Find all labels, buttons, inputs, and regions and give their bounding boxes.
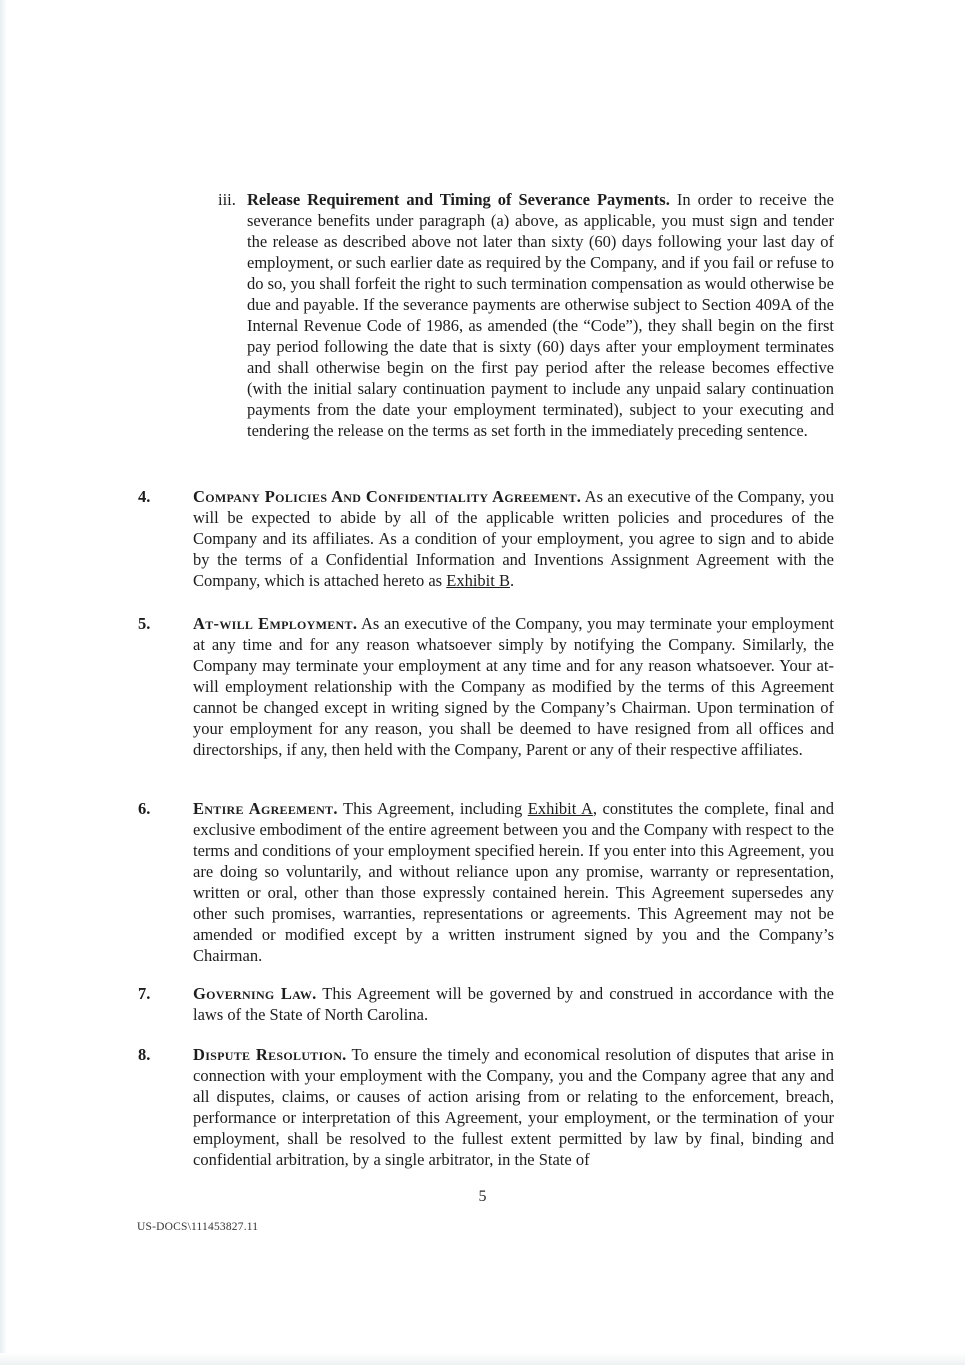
section-5-heading: At-will Employment. (193, 614, 358, 633)
clause-iii-heading: Release Requirement and Timing of Severance Payments. (247, 190, 670, 209)
exhibit-b-reference: Exhibit B (446, 571, 510, 590)
section-8-heading: Dispute Resolution. (193, 1045, 347, 1064)
section-4-body: As an executive of the Company, you will be expected to abide by all of the applicable written policies and procedures of the Company and its affiliates. As a condition of your employment, you agree to sign and to abide by the terms of a Confidential Information and Inventions Assignment Agreement with the Company, which is attached hereto as (193, 487, 834, 590)
clause-iii-text (247, 189, 834, 441)
section-6-heading: Entire Agreement. (193, 799, 338, 818)
section-8-number: 8. (138, 1045, 151, 1064)
section-6-number: 6. (138, 799, 151, 818)
section-5-body: As an executive of the Company, you may terminate your employment at any time and for any reason whatsoever simply by notifying the Company. Similarly, the Company may terminate your employment at any time and for any reason whatsoever. Your at-will employment relationship with the Company as modified by the terms of this Agreement cannot be changed except in writing signed by the Company’s Chairman. Upon termination of your employment for any reason, you shall be deemed to have resigned from all offices and directorships, if any, then held with the Company, Parent or any of their respective affiliates. (193, 614, 834, 759)
scan-edge-bottom (0, 1353, 965, 1365)
section-7-heading: Governing Law. (193, 984, 317, 1003)
section-5-text (193, 613, 834, 760)
exhibit-a-reference: Exhibit A (527, 799, 593, 818)
section-5 (138, 613, 834, 760)
section-8-body: To ensure the timely and economical resolution of disputes that arise in connection with your employment with the Company, you and the Company agree that any and all disputes, claims, or causes of action arising from or relating to the enforcement, breach, performance or interpretation of this Agreement, your employment, or the termination of your employment, shall be resolved to the fullest extent permitted by law by final, binding and confidential arbitration, by a single arbitrator, in the State of (193, 1045, 834, 1169)
section-6 (138, 798, 834, 966)
section-8-text (193, 1044, 834, 1170)
section-4-number: 4. (138, 487, 151, 506)
section-4 (138, 486, 834, 591)
section-7-body: This Agreement will be governed by and construed in accordance with the laws of the State of North Carolina. (193, 984, 834, 1024)
page-number: 5 (478, 1188, 487, 1205)
section-7 (138, 983, 834, 1025)
section-4-heading: Company Policies And Confidentiality Agreement. (193, 487, 582, 506)
section-8 (138, 1044, 834, 1170)
clause-iii-body: In order to receive the severance benefits under paragraph (a) above, as applicable, you must sign and tender the release as described above not later than sixty (60) days following your last day of employment, or such earlier date as required by the Company, and if you fail or refuse to do so, you shall forfeit the right to such termination compensation as would otherwise be due and payable. If the severance payments are otherwise subject to Section 409A of the Internal Revenue Code of 1986, as amended (the “Code”), they shall begin on the first pay period following the date that is sixty (60) days after your employment terminates and shall otherwise begin on the first pay period after the release becomes effective (with the initial salary continuation payment to include any unpaid salary continuation payments from the date your employment terminated), subject to your executing and tendering the release on the terms as set forth in the immediately preceding sentence. (247, 190, 835, 440)
scan-edge-left (0, 0, 7, 1365)
section-6-text (193, 798, 834, 966)
clause-iii-number: iii. (218, 190, 236, 209)
section-5-number: 5. (138, 614, 151, 633)
section-7-number: 7. (138, 984, 151, 1003)
document-id-footer: US-DOCS\111453827.11 (137, 1221, 259, 1233)
section-6-body: , constitutes the complete, final and exclusive embodiment of the entire agreement between you and the Company with respect to the terms and conditions of your employment specified herein. If you enter into this Agreement, you are doing so voluntarily, and without reliance upon any promise, warranty or representation, written or oral, other than those expressly contained herein. This Agreement supersedes any other such promises, warranties, representations or agreements. This Agreement may not be amended or modified except by a written instrument signed by you and the Company’s Chairman. (193, 799, 834, 965)
section-4-body-end: . (509, 571, 515, 590)
section-7-text (193, 983, 834, 1025)
section-4-text (193, 486, 834, 591)
section-6-body-start: This Agreement, including (337, 799, 528, 818)
clause-iii (218, 189, 834, 441)
